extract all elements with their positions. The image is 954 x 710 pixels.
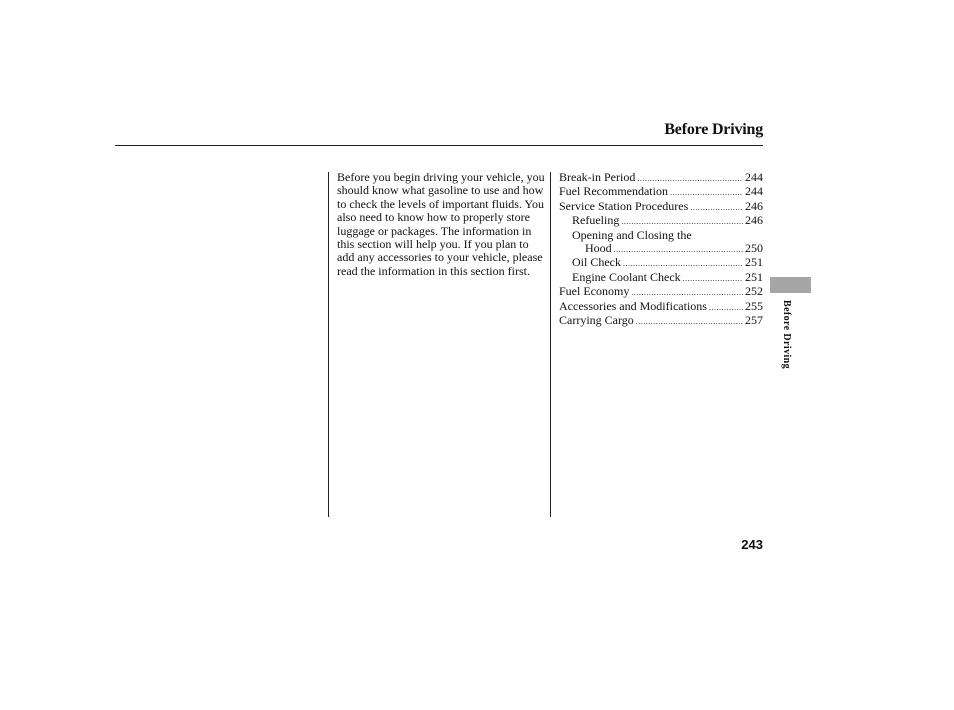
toc-entry-label: Fuel Recommendation xyxy=(559,184,668,199)
header-rule xyxy=(115,145,763,146)
intro-paragraph: Before you begin driving your vehicle, you should know what gasoline to use and how to check the levels of important fluids. You also need to know how to properly store luggage or packages. The information in this section will help you. If you plan to add any accessories to your vehicle, please read the information in this section first. xyxy=(337,170,545,278)
toc-entry-fuel-economy[interactable] xyxy=(559,285,763,299)
toc-entry-page: 251 xyxy=(745,269,763,284)
toc-entry-break-in-period[interactable] xyxy=(559,171,763,185)
toc-leader-dots xyxy=(683,272,743,285)
toc-entry-oil-check[interactable] xyxy=(559,256,763,270)
column-divider-right xyxy=(550,172,551,517)
toc-entry-label: Oil Check xyxy=(572,255,621,270)
toc-entry-carrying-cargo[interactable] xyxy=(559,314,763,328)
toc-leader-dots xyxy=(631,286,743,299)
table-of-contents xyxy=(559,171,763,328)
toc-entry-label: Accessories and Modifications xyxy=(559,298,707,313)
toc-entry-fuel-recommendation[interactable] xyxy=(559,185,763,199)
toc-leader-dots xyxy=(614,243,743,256)
toc-entry-label-cont: Hood xyxy=(585,241,612,256)
toc-entry-page: 244 xyxy=(745,184,763,199)
toc-leader-dots xyxy=(621,215,743,228)
toc-entry-engine-coolant-check[interactable] xyxy=(559,271,763,285)
toc-leader-dots xyxy=(670,186,743,199)
toc-entry-label: Carrying Cargo xyxy=(559,313,634,328)
toc-entry-label: Break-in Period xyxy=(559,170,636,184)
section-title: Before Driving xyxy=(664,121,763,138)
page-number: 243 xyxy=(741,537,763,552)
toc-leader-dots xyxy=(690,201,743,214)
section-side-tab xyxy=(770,277,811,293)
toc-entry-accessories-modifications[interactable] xyxy=(559,300,763,314)
toc-entry-label: Engine Coolant Check xyxy=(572,269,681,284)
toc-entry-page: 257 xyxy=(745,313,763,328)
toc-entry-page: 251 xyxy=(745,255,763,270)
toc-leader-dots xyxy=(709,301,743,314)
toc-leader-dots xyxy=(636,315,743,328)
toc-leader-dots xyxy=(637,172,743,185)
toc-entry-refueling[interactable] xyxy=(559,214,763,228)
column-divider-left xyxy=(328,172,329,517)
toc-entry-service-station-procedures[interactable] xyxy=(559,200,763,214)
toc-entry-continuation xyxy=(572,242,763,256)
toc-entry-page: 252 xyxy=(745,284,763,299)
toc-entry-page: 246 xyxy=(745,198,763,213)
toc-entry-label: Refueling xyxy=(572,213,620,228)
toc-entry-page: 246 xyxy=(745,213,763,228)
toc-leader-dots xyxy=(623,257,743,270)
toc-entry-opening-closing-hood[interactable] xyxy=(559,229,763,257)
toc-entry-page: 244 xyxy=(745,170,763,184)
toc-entry-page: 255 xyxy=(745,298,763,313)
toc-entry-label: Opening and Closing the xyxy=(572,227,692,242)
side-tab-label: Before Driving xyxy=(781,300,792,370)
toc-entry-label: Fuel Economy xyxy=(559,284,630,299)
toc-entry-page: 250 xyxy=(745,241,763,256)
toc-entry-label: Service Station Procedures xyxy=(559,198,689,213)
